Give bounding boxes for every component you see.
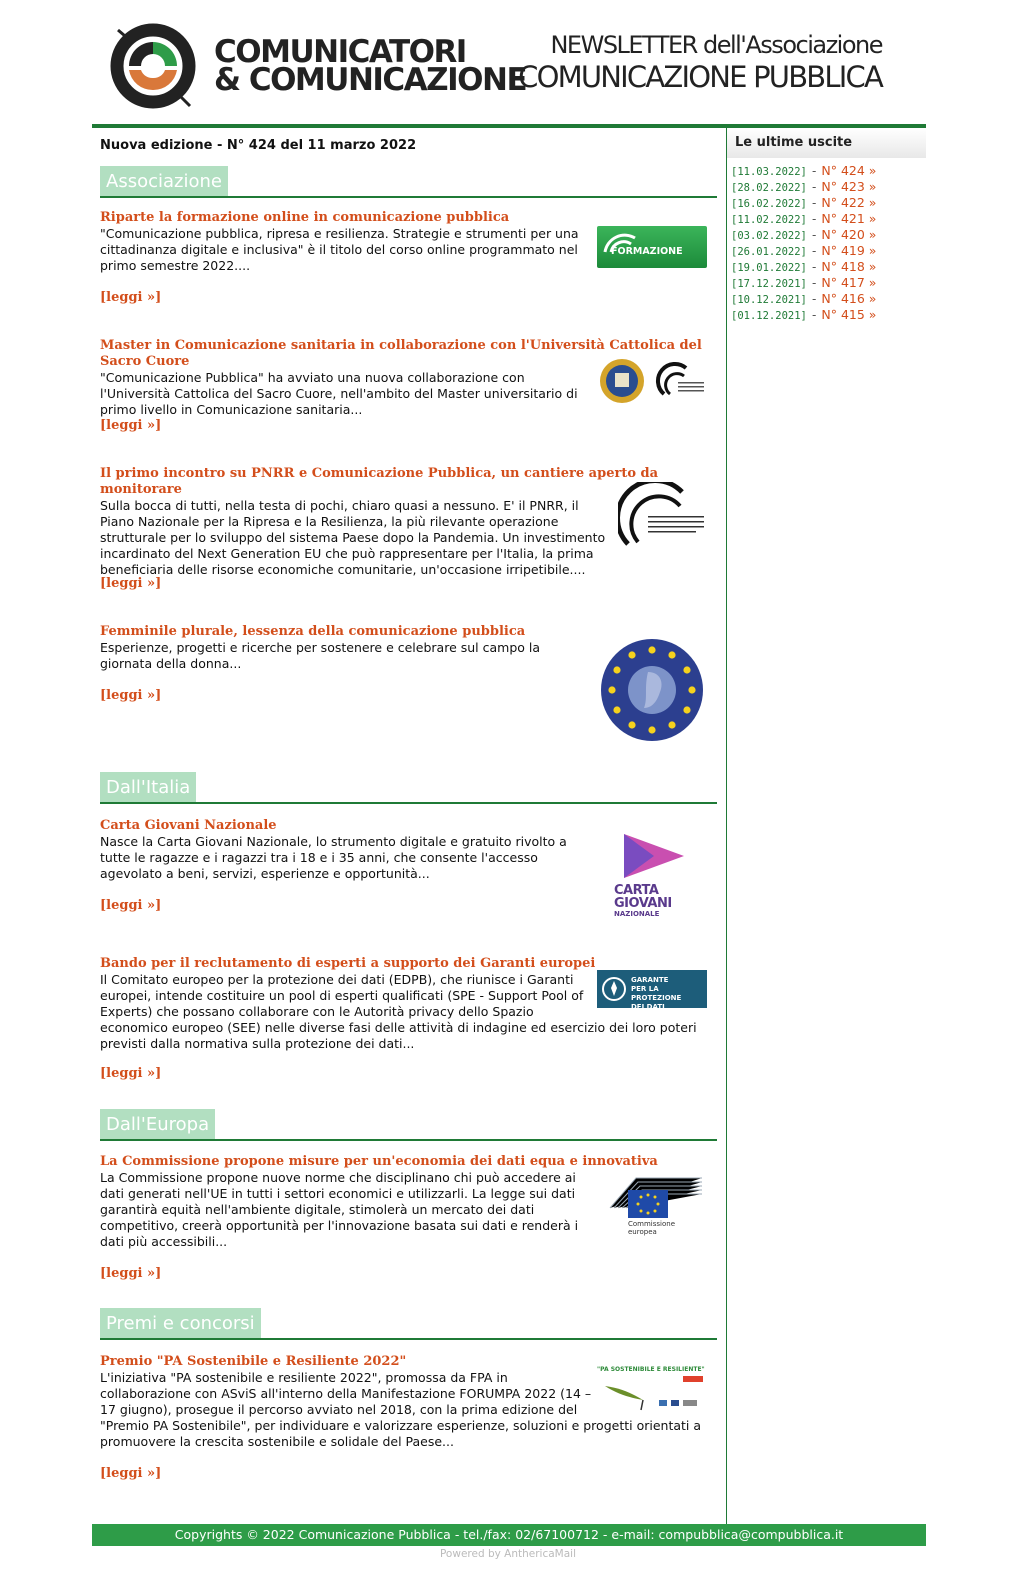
issue-link[interactable]: N° 420 » [821,227,877,242]
read-more-link[interactable]: [leggi »] [100,1266,162,1281]
article-body: La Commissione propone nuove norme che disciplinano chi può accedere ai dati generati nell'UE in tutti i settori economici e utilizzarli. La legge sui dati garantirà equità nell'ambiente digitale, stimolerà un mercato dei dati competitivo, creerà opportunità per l'innovazione basata sui dati e renderà i dati più accessibili... [100,1170,579,1249]
sidebar-title: Le ultime uscite [727,128,926,158]
issue-item[interactable]: [26.01.2022] - N° 419 » [731,243,877,258]
issue-date: [10.12.2021] [731,294,807,306]
issue-date: [16.02.2022] [731,198,807,210]
garante-privacy-image [597,970,707,1020]
issue-link[interactable]: N° 416 » [821,291,877,306]
section-header-dall-italia [100,772,717,804]
article-body: "Comunicazione Pubblica" ha avviato una nuova collaborazione con l'Università Cattolica del Sacro Cuore, nell'ambito del Master universitario di primo livello in Comunicazione sanitaria... [100,370,578,417]
issue-item[interactable]: [28.02.2022] - N° 423 » [731,179,877,194]
issue-link[interactable]: N° 417 » [821,275,877,290]
section-rule [100,196,717,198]
article-title[interactable]: Riparte la formazione online in comunicazione pubblica [100,210,510,225]
premio-pa-image [597,1366,707,1412]
read-more-link[interactable]: [leggi »] [100,1466,162,1481]
carta-giovani-image [614,832,694,920]
issue-date: [03.02.2022] [731,230,807,242]
section-tab: Dall'Italia [100,772,196,802]
brand-line-2: & COMUNICAZIONE [214,62,527,98]
issue-link[interactable]: N° 422 » [821,195,877,210]
read-more-link[interactable]: [leggi »] [100,688,162,703]
article-body: Esperienze, progetti e ricerche per sostenere e celebrare sul campo la giornata della donna... [100,640,541,671]
article-body: "Comunicazione pubblica, ripresa e resilienza. Strategie e strumenti per una cittadinanza digitale e inclusiva" è il titolo del corso online programmato nel primo semestre 2022.... [100,226,579,273]
cattolica-seal-icon [598,356,708,406]
formazione-label: FORMAZIONE [611,246,683,257]
footer-bar: Copyrights © 2022 Comunicazione Pubblica - tel./fax: 02/67100712 - e-mail: compubblica@compubblica.it [92,1524,926,1546]
garante-label: GARANTE PER LA PROTEZIONE DEI DATI PERSONALI [631,976,682,1020]
issue-item[interactable]: [10.12.2021] - N° 416 » [731,291,877,306]
newsletter-line-1: NEWSLETTER dell'Associazione [550,31,882,59]
issue-link[interactable]: N° 415 » [821,307,877,322]
brand-wordmark [214,34,527,98]
section-header-dall-europa [100,1109,717,1141]
issue-item[interactable]: [17.12.2021] - N° 417 » [731,275,877,290]
sidebar [726,128,927,1524]
issue-date: [11.03.2022] [731,166,807,178]
formazione-image [597,226,707,268]
premio-label: "PA SOSTENIBILE E RESILIENTE" [597,1366,705,1373]
read-more-link[interactable]: [leggi »] [100,418,162,433]
article-title[interactable]: Femminile plurale, lessenza della comunicazione pubblica [100,624,526,639]
section-rule [100,802,717,804]
read-more-link[interactable]: [leggi »] [100,290,162,305]
issue-item[interactable]: [11.03.2022] - N° 424 » [731,163,877,178]
powered-by[interactable]: Powered by AnthericaMail [439,1548,577,1560]
article-body: Nasce la Carta Giovani Nazionale, lo strumento digitale e gratuito rivolto a tutte le ragazze e i ragazzi tra i 18 e i 35 anni, che consente l'accesso agevolato a beni, servizi, esperienze e opportunità... [100,834,567,881]
issue-date: [28.02.2022] [731,182,807,194]
section-rule [100,1139,717,1141]
article-carta-giovani [100,818,720,918]
section-tab: Premi e concorsi [100,1308,261,1338]
article-body: Il Comitato europeo per la protezione dei dati (EDPB), che riunisce i Garanti europei, intende costituire un pool di esperti qualificati (SPE - Support Pool of Experts) che possano collaborare con le Autorità privacy dello Spazio economico europeo (SEE) nelle diverse fasi delle attività di indagine ed esercizio dei loro poteri previsti dalla normativa sulla protezione dei dati... [100,972,720,1052]
issue-link[interactable]: N° 423 » [821,179,877,194]
issue-link[interactable]: N° 424 » [821,163,877,178]
issue-link[interactable]: N° 419 » [821,243,877,258]
issue-link[interactable]: N° 421 » [821,211,877,226]
issue-item[interactable]: [16.02.2022] - N° 422 » [731,195,877,210]
article-title[interactable]: Carta Giovani Nazionale [100,818,277,833]
article-title[interactable]: La Commissione propone misure per un'economia dei dati equa e innovativa [100,1154,658,1169]
commissione-europea-image [606,1168,708,1238]
issue-item[interactable]: [03.02.2022] - N° 420 » [731,227,877,242]
read-more-link[interactable]: [leggi »] [100,898,162,913]
carta-giovani-label: CARTA GIOVANI NAZIONALE [614,883,672,918]
article-formazione [100,210,720,305]
issue-date: [19.01.2022] [731,262,807,274]
article-title[interactable]: Premio "PA Sostenibile e Resiliente 2022" [100,1354,407,1369]
article-body: L'iniziativa "PA sostenibile e resiliente 2022", promossa da FPA in collaborazione con ASviS all'interno della Manifestazione FORUMPA 2022 (14 – 17 giugno), prosegue il percorso avviato nel 2018, con la prima edizione del "Premio PA Sostenibile", per individuare e valorizzare esperienze, soluzioni e progetti orientati a promuovere la crescita sostenibile e solidale del Paese... [100,1370,720,1450]
article-commissione-dati [100,1154,720,1281]
article-bando-garanti [100,956,720,1081]
read-more-link[interactable]: [leggi »] [100,576,162,591]
article-title[interactable]: Bando per il reclutamento di esperti a supporto dei Garanti europei [100,956,596,971]
issue-item[interactable]: [19.01.2022] - N° 418 » [731,259,877,274]
play-triangle-icon [614,832,694,880]
newsletter-title [518,30,882,94]
edition-heading: Nuova edizione - N° 424 del 11 marzo 2022 [100,138,417,153]
section-rule [100,1338,717,1340]
issue-date: [11.02.2022] [731,214,807,226]
article-body: Sulla bocca di tutti, nella testa di pochi, chiaro quasi a nessuno. E' il PNRR, il Piano Nazionale per la Ripresa e la Resilienza, la più rilevante operazione strutturale per lo sviluppo del sistema Paese dopo la Pandemia. Un investimento incardinato del Next Generation EU che può rappresentare per l'Italia, la prima beneficiaria delle risorse economiche comunitarie, un'occasione irripetibile.... [100,498,606,577]
eu-stars-coin-icon [600,638,704,742]
leaf-logos-icon [597,1374,707,1412]
association-logo-icon [110,20,196,112]
comunicazione-pubblica-logo-icon [618,482,708,552]
section-header-premi-concorsi [100,1308,717,1340]
read-more-link[interactable]: [leggi »] [100,1066,162,1081]
issue-link[interactable]: N° 418 » [821,259,877,274]
issue-date: [26.01.2022] [731,246,807,258]
issue-item[interactable]: [01.12.2021] - N° 415 » [731,307,877,322]
issue-list [731,162,876,322]
newsletter-line-2: COMUNICAZIONE PUBBLICA [518,60,882,94]
article-femminile [100,624,720,703]
section-header-associazione [100,166,717,198]
brand-line-1: COMUNICATORI [214,34,466,70]
article-premio-pa [100,1354,720,1481]
section-tab: Dall'Europa [100,1109,215,1139]
commissione-label: Commissione europea [628,1220,676,1236]
header [92,0,926,124]
section-tab: Associazione [100,166,228,196]
issue-date: [01.12.2021] [731,310,807,322]
article-master [100,338,720,433]
issue-date: [17.12.2021] [731,278,807,290]
article-pnrr [100,466,720,591]
issue-item[interactable]: [11.02.2022] - N° 421 » [731,211,877,226]
main-column [92,128,726,1524]
article-title[interactable]: Master in Comunicazione sanitaria in collaborazione con l'Università Cattolica del Sacro Cuore [100,338,702,369]
emblem-icon [601,976,627,1002]
article-title[interactable]: Il primo incontro su PNRR e Comunicazione Pubblica, un cantiere aperto da monitorare [100,466,659,497]
